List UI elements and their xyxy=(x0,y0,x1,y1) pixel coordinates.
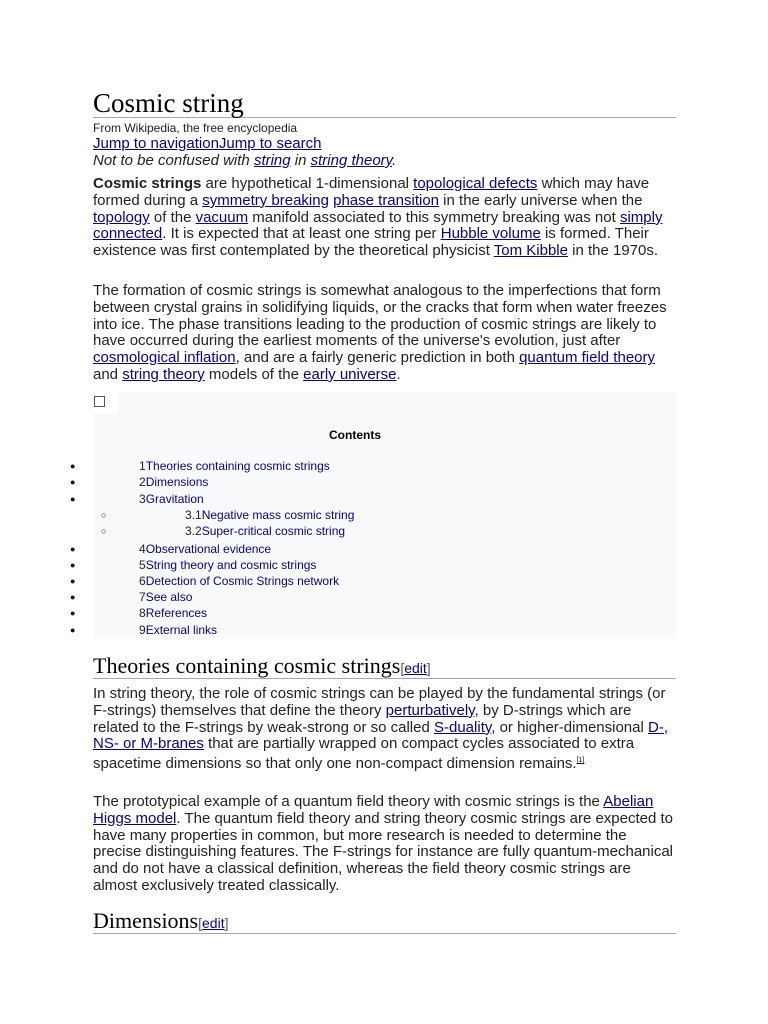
text: The formation of cosmic strings is somewhat analogous to the imperfections that form between crystal grains in solidifying liquids, or the cracks that form when water freezes into ice. The phase transitions leading to the production of cosmic strings are likely to have occurred during the earliest moments of the universe's evolution, just after xyxy=(93,282,667,350)
toc-margin xyxy=(70,414,94,638)
edit-section xyxy=(400,660,430,676)
toc-number: 5 xyxy=(139,558,146,572)
string-theory-link[interactable]: string theory xyxy=(122,365,205,383)
toc-bullet: ● xyxy=(70,592,76,602)
vacuum-link[interactable]: vacuum xyxy=(195,208,249,226)
abelian-higgs-model-link[interactable]: Abelian Higgs model xyxy=(93,793,654,827)
toc-bullet: ● xyxy=(70,494,76,504)
toc-number: 4 xyxy=(139,542,146,556)
hatnote-text: in xyxy=(290,152,311,169)
toc-label: Theories containing cosmic strings xyxy=(145,459,330,473)
table-of-contents xyxy=(70,392,676,638)
toc-number: 3.2 xyxy=(185,524,202,538)
bracket: ] xyxy=(224,915,229,931)
text: of the xyxy=(149,208,196,226)
text: that are partially wrapped on compact cycles associated to extra spacetime dimensions so that only one non-compact dimension remains. xyxy=(93,735,635,773)
toc-bullet: ● xyxy=(70,608,76,618)
toc-item[interactable] xyxy=(139,623,217,637)
site-tagline: From Wikipedia, the free encyclopedia xyxy=(93,121,298,135)
edit-link[interactable]: edit xyxy=(202,915,225,931)
toc-item[interactable] xyxy=(139,475,208,489)
section-heading-theories xyxy=(93,653,676,679)
topology-link[interactable]: topology xyxy=(93,208,150,226)
toc-label: See also xyxy=(145,590,193,604)
text: , and are a fairly generic prediction in both xyxy=(235,349,520,367)
toc-item[interactable] xyxy=(139,590,192,604)
bracket: [ xyxy=(400,660,405,676)
text: . It is expected that at least one string per xyxy=(162,225,441,243)
toc-bullet: ● xyxy=(70,576,76,586)
toc-subbullet: ○ xyxy=(101,510,107,520)
text: models of the xyxy=(204,365,304,383)
toc-number: 9 xyxy=(139,623,146,637)
cosmological-inflation-link[interactable]: cosmological inflation xyxy=(93,349,236,367)
bracket: [ xyxy=(198,915,203,931)
text: is formed. Their existence was first contemplated by the theoretical physicist xyxy=(93,225,649,260)
toc-toggle-checkbox[interactable] xyxy=(94,396,105,407)
toc-label: Dimensions xyxy=(145,475,209,489)
text: and xyxy=(93,365,123,383)
string-link[interactable]: string xyxy=(253,152,291,169)
toc-item[interactable] xyxy=(139,459,330,473)
bold-term: Cosmic strings xyxy=(93,175,202,192)
toc-label: Super-critical cosmic string xyxy=(201,524,346,538)
section-heading-dimensions xyxy=(93,908,676,934)
toc-bullet: ● xyxy=(70,560,76,570)
bracket: ] xyxy=(426,660,431,676)
theories-paragraph-2 xyxy=(93,794,678,895)
quantum-field-theory-link[interactable]: quantum field theory xyxy=(519,349,655,367)
theories-paragraph-1 xyxy=(93,686,678,773)
symmetry-breaking-link[interactable]: symmetry breaking xyxy=(202,191,329,209)
toc-number: 8 xyxy=(139,606,146,620)
jump-to-search-link[interactable]: Jump to search xyxy=(218,135,322,152)
hatnote xyxy=(93,152,396,169)
text: The prototypical example of a quantum field theory with cosmic strings is the xyxy=(93,793,604,810)
page-title: Cosmic string xyxy=(93,88,676,118)
toc-bullet: ● xyxy=(70,625,76,635)
toc-label: Gravitation xyxy=(145,492,204,506)
text: , or higher-dimensional xyxy=(491,718,648,736)
s-duality-link[interactable]: S-duality xyxy=(434,718,492,736)
string-theory-link[interactable]: string theory xyxy=(310,152,393,169)
toc-label: Negative mass cosmic string xyxy=(201,508,355,522)
toc-item[interactable] xyxy=(185,508,354,522)
toc-bullet: ● xyxy=(70,477,76,487)
text: in the 1970s. xyxy=(567,242,659,260)
heading-text: Theories containing cosmic strings xyxy=(93,653,401,678)
intro-paragraph xyxy=(93,176,678,260)
hubble-volume-link[interactable]: Hubble volume xyxy=(440,225,541,243)
simply-connected-link[interactable]: simply connected xyxy=(93,208,663,243)
toc-label: External links xyxy=(145,623,218,637)
jump-to-navigation-link[interactable]: Jump to navigation xyxy=(93,135,219,152)
text: in the early universe when the xyxy=(439,191,643,209)
toc-item[interactable] xyxy=(139,606,207,620)
toc-item[interactable] xyxy=(139,492,204,506)
hatnote-text: Not to be confused with xyxy=(93,152,254,169)
early-universe-link[interactable]: early universe xyxy=(303,365,397,383)
toc-number: 1 xyxy=(139,459,146,473)
toc-item[interactable] xyxy=(139,542,271,556)
toc-label: Observational evidence xyxy=(145,542,272,556)
toc-number: 3.1 xyxy=(185,508,202,522)
jump-links xyxy=(93,135,321,152)
toc-label: String theory and cosmic strings xyxy=(145,558,317,572)
text: are hypothetical 1-dimensional xyxy=(201,175,414,192)
reference-link[interactable]: [1] xyxy=(576,757,585,765)
toc-label: Detection of Cosmic Strings network xyxy=(145,574,340,588)
toc-bullet: ● xyxy=(70,544,76,554)
heading-text: Dimensions xyxy=(93,908,199,933)
toc-bullet: ● xyxy=(70,461,76,471)
toc-label: References xyxy=(145,606,208,620)
toc-title: Contents xyxy=(329,428,381,442)
text: . xyxy=(396,365,401,383)
edit-link[interactable]: edit xyxy=(404,660,427,676)
edit-section xyxy=(198,915,228,931)
topological-defects-link[interactable]: topological defects xyxy=(413,175,538,192)
toc-subbullet: ○ xyxy=(101,526,107,536)
tom-kibble-link[interactable]: Tom Kibble xyxy=(493,242,568,260)
phase-transition-link[interactable]: phase transition xyxy=(333,191,440,209)
toc-number: 2 xyxy=(139,475,146,489)
text: which may have formed during a xyxy=(93,175,650,209)
hatnote-text: . xyxy=(392,152,397,169)
formation-paragraph xyxy=(93,283,678,384)
toc-number: 7 xyxy=(139,590,146,604)
text: In string theory, the role of cosmic strings can be played by the fundamental strings (or F-strings) themselves that define the theory xyxy=(93,685,666,719)
text: manifold associated to this symmetry breaking was not xyxy=(248,208,620,226)
toc-item[interactable] xyxy=(139,574,339,588)
toc-number: 6 xyxy=(139,574,146,588)
toc-number: 3 xyxy=(139,492,146,506)
text: , by D-strings which are related to the F-strings by weak-strong or so called xyxy=(93,701,632,736)
branes-link[interactable]: D-, NS- or M-branes xyxy=(93,718,668,753)
toc-item[interactable] xyxy=(185,524,345,538)
toc-item[interactable] xyxy=(139,558,316,572)
perturbatively-link[interactable]: perturbatively xyxy=(385,701,475,719)
text: . The quantum field theory and string theory cosmic strings are expected to have many properties in common, but more research is needed to determine the precise distinguishing features. The F-strings for instance are fully quantum-mechanical and do not have a classical definition, whereas the field theory cosmic strings are almost exclusively treated classically. xyxy=(93,809,674,894)
